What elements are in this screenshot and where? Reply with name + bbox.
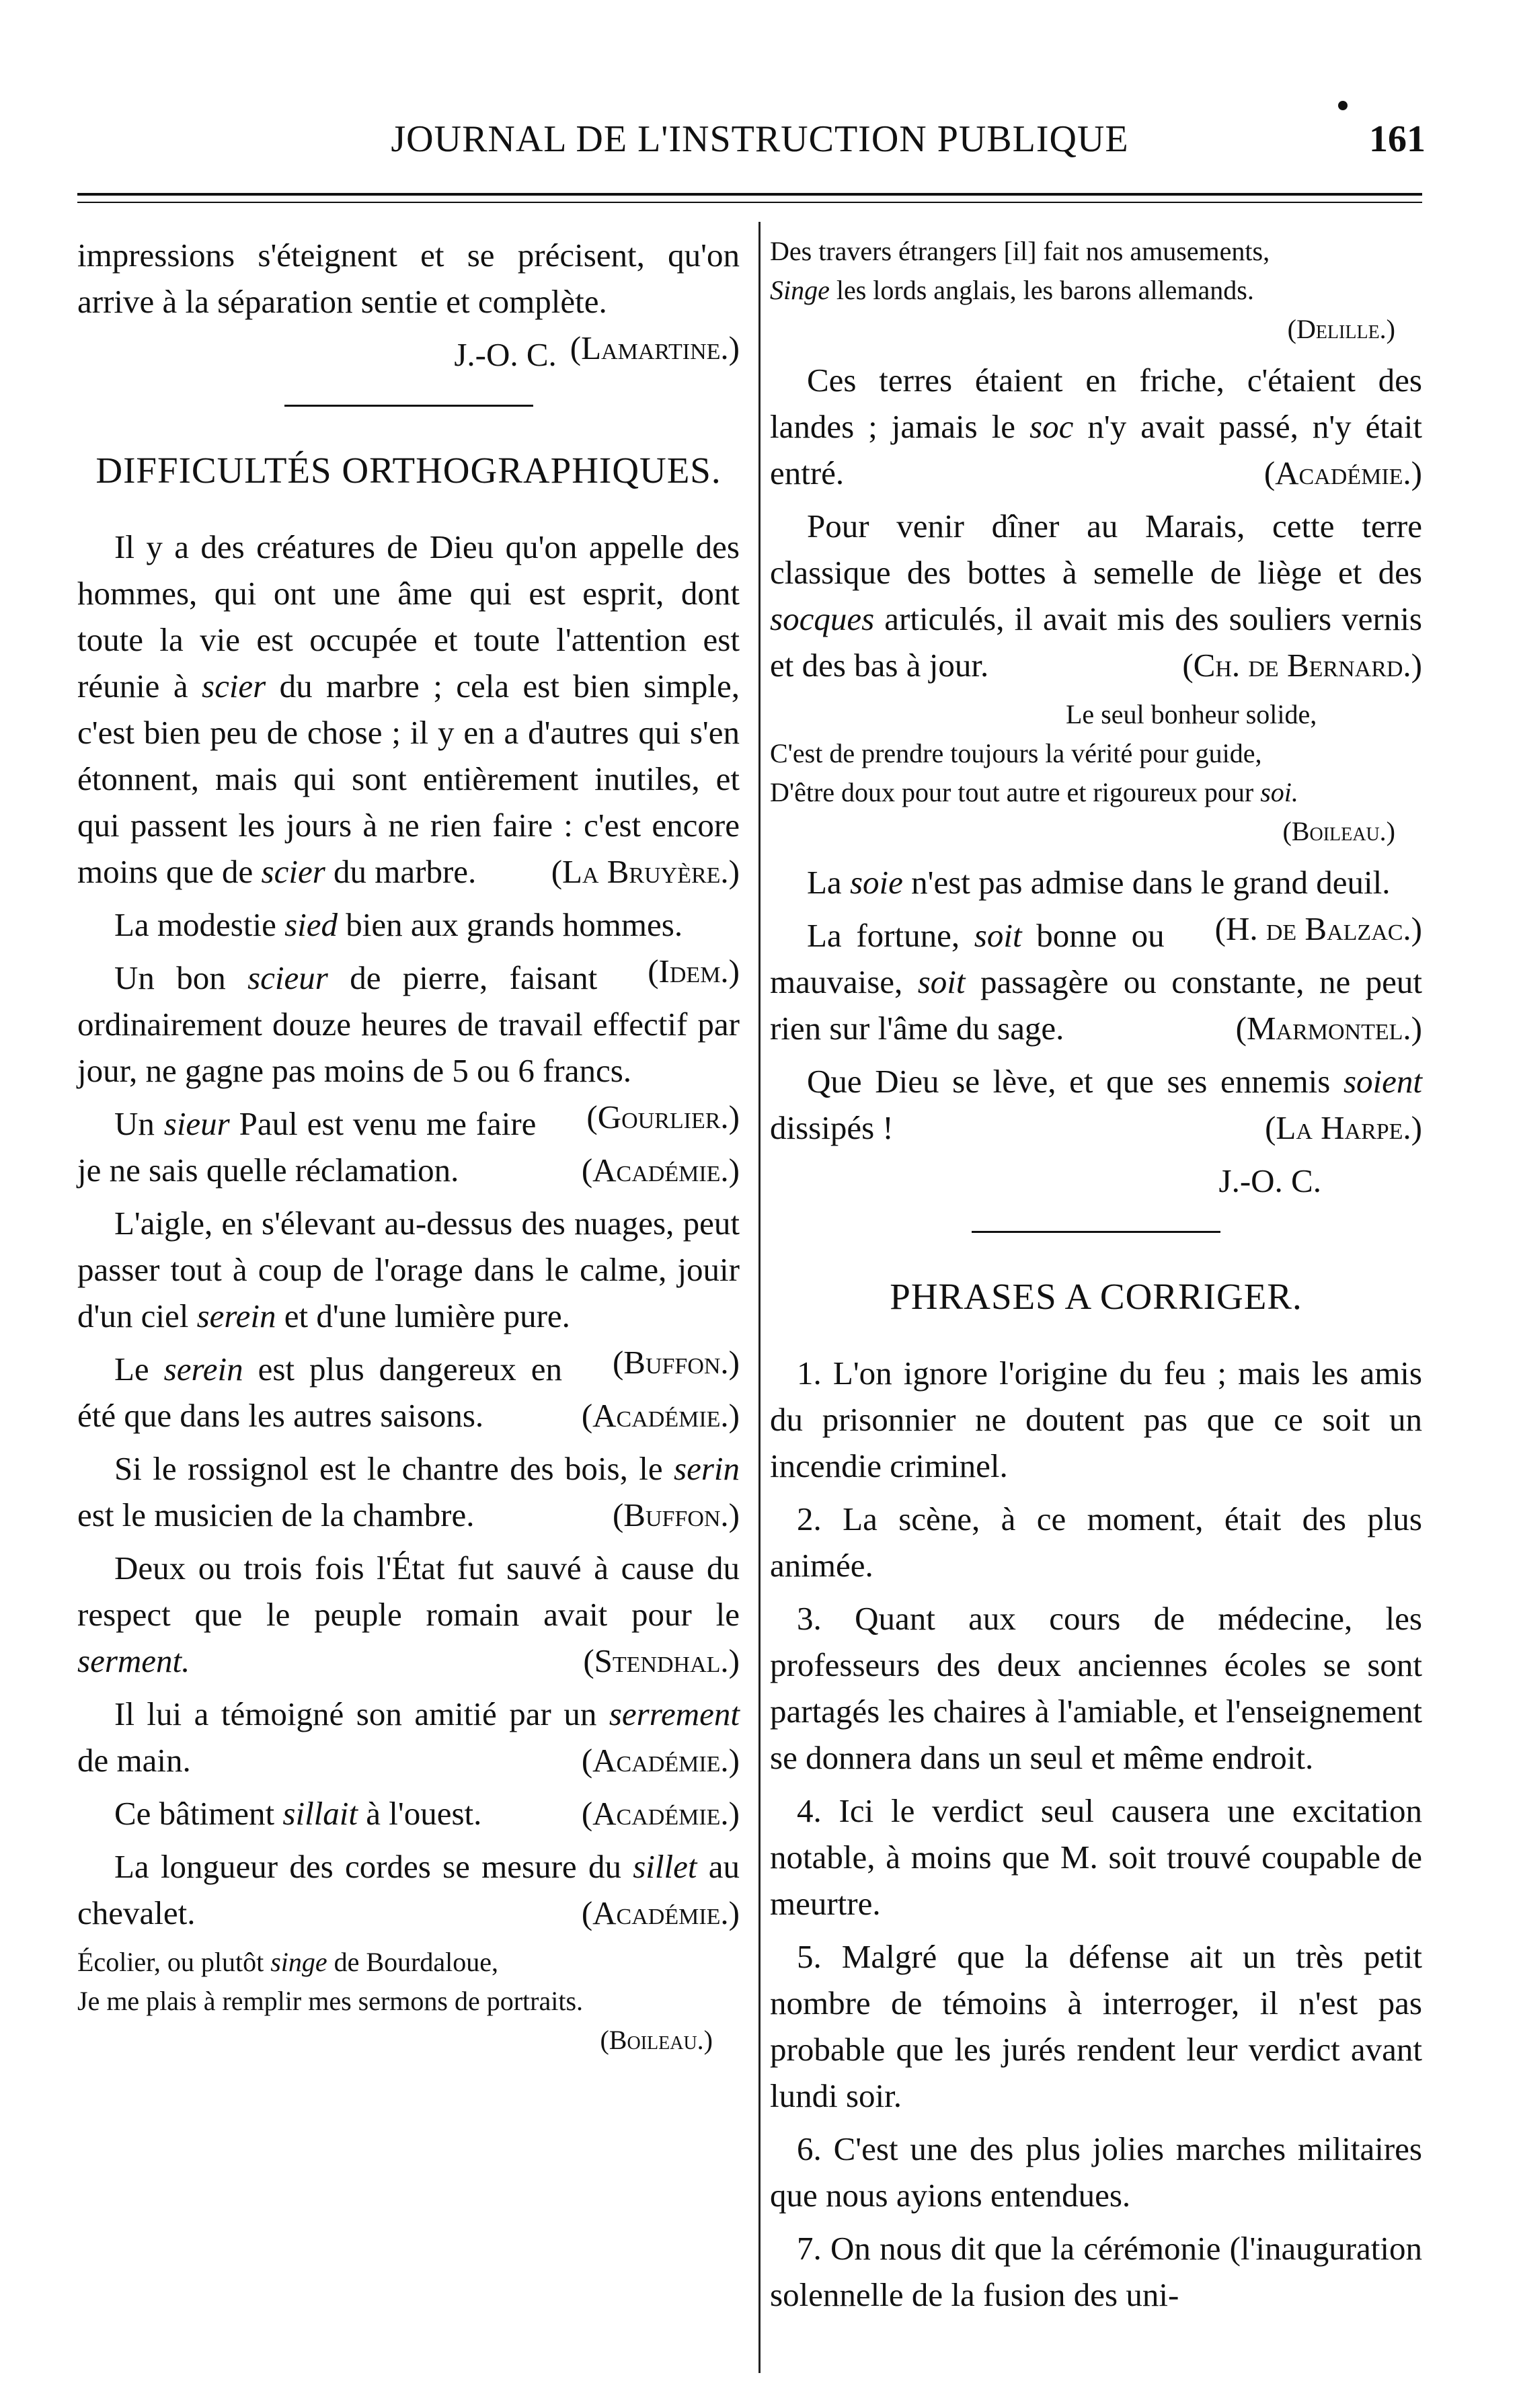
section-title-difficultes: DIFFICULTÉS ORTHOGRAPHIQUES. bbox=[95, 450, 722, 491]
ink-dot bbox=[1338, 101, 1348, 110]
running-title: JOURNAL DE L'INSTRUCTION PUBLIQUE bbox=[391, 118, 1129, 160]
entry-paragraph: Ce bâtiment sillait à l'ouest. (Académie.) bbox=[77, 1790, 740, 1837]
attribution: (Académie.) bbox=[581, 1397, 740, 1434]
entry-paragraph: Il y a des créatures de Dieu qu'on appelle des hommes, qui ont une âme qui est esprit, dont toute la vie est occupée et toute l'attention est réunie à scier du marbre ; cela est bien simple, c'est bien peu de chose ; il y en a d'autres qui s'en étonnent, mais qui sont entièrement inutiles, et qui passent les jours à ne rien faire : c'est encore moins que de scier du marbre. (La Bruyère.) bbox=[77, 524, 740, 895]
phrase-item: 2. La scène, à ce moment, était des plus animée. bbox=[770, 1500, 1422, 1584]
attribution: (Académie.) bbox=[1263, 454, 1422, 491]
phrase-item: 6. C'est une des plus jolies marches militaires que nous ayions entendues. bbox=[770, 2130, 1422, 2214]
intro-attribution: (Lamartine.) bbox=[570, 329, 740, 366]
entry-paragraph: La modestie sied bien aux grands hommes. (Idem.) bbox=[77, 901, 740, 948]
entry-paragraph: Il lui a témoigné son amitié par un serrement de main. (Académie.) bbox=[77, 1691, 740, 1783]
phrase-item: 4. Ici le verdict seul causera une excitation notable, à moins que M. soit trouvé coupable de meurtre. bbox=[770, 1792, 1422, 1922]
attribution: (Buffon.) bbox=[612, 1496, 740, 1533]
attribution: (Gourlier.) bbox=[586, 1098, 740, 1135]
attribution: (La Harpe.) bbox=[1265, 1109, 1422, 1146]
column-divider bbox=[758, 222, 761, 2373]
attribution: (La Bruyère.) bbox=[551, 853, 740, 890]
entry-paragraph: Un sieur Paul est venu me faire je ne sais quelle réclamation. (Académie.) bbox=[77, 1100, 740, 1193]
verse-attribution: (Boileau.) bbox=[1282, 816, 1395, 846]
phrase-item: 7. On nous dit que la cérémonie (l'inauguration solennelle de la fusion des uni- bbox=[770, 2230, 1422, 2313]
intro-text: impressions s'éteignent et se précisent, qu'on arrive à la séparation sentie et complète. bbox=[77, 237, 740, 320]
attribution: (Académie.) bbox=[581, 1894, 740, 1931]
right-column bbox=[770, 232, 1422, 2325]
verse-quote: Le seul bonheur solide, C'est de prendre toujours la vérité pour guide, D'être doux pour tout autre et rigoureux pour soi. bbox=[770, 699, 1317, 807]
header-rule bbox=[77, 193, 1422, 196]
entry-paragraph: La longueur des cordes se mesure du sillet au chevalet. (Académie.) bbox=[77, 1843, 740, 1936]
entry-paragraph: L'aigle, en s'élevant au-dessus des nuages, peut passer tout à coup de l'orage dans le calme, jouir d'un ciel serein et d'une lumière pure. (Buffon.) bbox=[77, 1200, 740, 1339]
header-rule-thin bbox=[77, 202, 1422, 203]
entry-paragraph: La soie n'est pas admise dans le grand deuil. (H. de Balzac.) bbox=[770, 859, 1422, 906]
attribution: (Marmontel.) bbox=[1235, 1010, 1422, 1047]
section-separator bbox=[972, 1231, 1220, 1233]
signature: J.-O. C. bbox=[1218, 1162, 1321, 1199]
attribution: (H. de Balzac.) bbox=[1214, 910, 1422, 947]
section-title-phrases: PHRASES A CORRIGER. bbox=[890, 1276, 1302, 1317]
phrase-item: 1. L'on ignore l'origine du feu ; mais les amis du prisonnier ne doutent pas que ce soit un incendie criminel. bbox=[770, 1355, 1422, 1484]
section-separator bbox=[284, 405, 533, 407]
attribution: (Académie.) bbox=[581, 1742, 740, 1779]
attribution: (Académie.) bbox=[581, 1795, 740, 1832]
attribution: (Buffon.) bbox=[612, 1344, 740, 1381]
entry-paragraph: Un bon scieur de pierre, faisant ordinairement douze heures de travail effectif par jour, ne gagne pas moins de 5 ou 6 francs. (Gourlier.) bbox=[77, 955, 740, 1094]
verse-quote: Des travers étrangers [il] fait nos amusements, Singe les lords anglais, les barons allemands. bbox=[770, 236, 1270, 305]
attribution: (Stendhal.) bbox=[583, 1642, 740, 1679]
attribution: (Idem.) bbox=[648, 953, 740, 990]
entry-paragraph: La fortune, soit bonne ou mauvaise, soit passagère ou constante, ne peut rien sur l'âme du sage. (Marmontel.) bbox=[770, 912, 1422, 1051]
page-header bbox=[81, 118, 1439, 171]
entry-paragraph: Pour venir dîner au Marais, cette terre classique des bottes à semelle de liège et des socques articulés, il avait mis des souliers vernis et des bas à jour. (Ch. de Bernard.) bbox=[770, 503, 1422, 688]
entry-paragraph: Si le rossignol est le chantre des bois, le serin est le musicien de la chambre. (Buffon.) bbox=[77, 1445, 740, 1538]
phrase-item: 5. Malgré que la défense ait un très petit nombre de témoins à interroger, il n'est pas probable que les jurés rendent leur verdict avant lundi soir. bbox=[770, 1938, 1422, 2114]
entry-paragraph: Ces terres étaient en friche, c'étaient des landes ; jamais le soc n'y avait passé, n'y était entré. (Académie.) bbox=[770, 357, 1422, 496]
entry-paragraph: Que Dieu se lève, et que ses ennemis soient dissipés ! (La Harpe.) bbox=[770, 1058, 1422, 1151]
attribution: (Académie.) bbox=[581, 1152, 740, 1189]
verse-attribution: (Boileau.) bbox=[600, 2025, 713, 2055]
signature: J.-O. C. bbox=[454, 336, 557, 373]
page-number: 161 bbox=[1369, 118, 1426, 160]
entry-paragraph: Deux ou trois fois l'État fut sauvé à cause du respect que le peuple romain avait pour le serment. (Stendhal.) bbox=[77, 1545, 740, 1684]
phrase-item: 3. Quant aux cours de médecine, les professeurs des deux anciennes écoles se sont partagés les chaires à l'amiable, et l'enseignement se donnera dans un seul et même endroit. bbox=[770, 1600, 1422, 1776]
left-column bbox=[77, 232, 740, 2068]
verse-attribution: (Delille.) bbox=[1287, 314, 1395, 344]
phrases-list bbox=[770, 1350, 1422, 2318]
entry-paragraph: Le serein est plus dangereux en été que dans les autres saisons. (Académie.) bbox=[77, 1346, 740, 1439]
attribution: (Ch. de Bernard.) bbox=[1182, 647, 1422, 684]
verse-quote: Écolier, ou plutôt singe de Bourdaloue, Je me plais à remplir mes sermons de portraits. bbox=[77, 1947, 584, 2016]
